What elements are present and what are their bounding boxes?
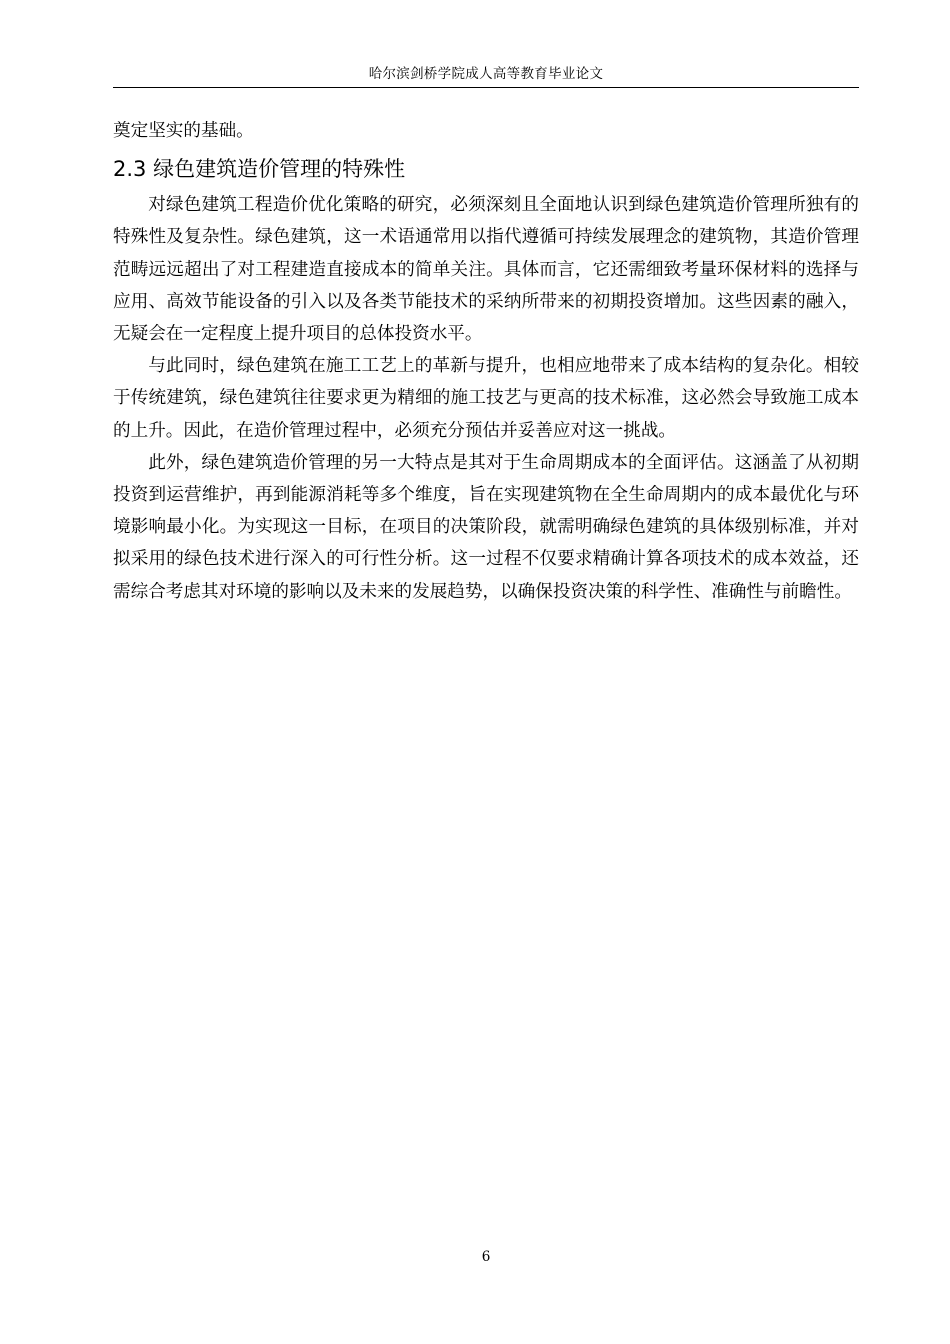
header-divider [113,87,859,88]
paragraph-2: 与此同时，绿色建筑在施工工艺上的革新与提升，也相应地带来了成本结构的复杂化。相较于传统建筑，绿色建筑往往要求更为精细的施工技艺与更高的技术标准，这必然会导致施工成本的上升。因此，在造价管理过程中，必须充分预估并妥善应对这一挑战。 [113,356,859,441]
paragraph-3: 此外，绿色建筑造价管理的另一大特点是其对于生命周期成本的全面评估。这涵盖了从初期投资到运营维护，再到能源消耗等多个维度，旨在实现建筑物在全生命周期内的成本最优化与环境影响最小化。为实现这一目标，在项目的决策阶段，就需明确绿色建筑的具体级别标准，并对拟采用的绿色技术进行深入的可行性分析。这一过程不仅要求精确计算各项技术的成本效益，还需综合考虑其对环境的影响以及未来的发展趋势，以确保投资决策的科学性、准确性与前瞻性。 [113,452,859,602]
paragraph-1: 对绿色建筑工程造价优化策略的研究，必须深刻且全面地认识到绿色建筑造价管理所独有的特殊性及复杂性。绿色建筑，这一术语通常用以指代遵循可持续发展理念的建筑物，其造价管理范畴远远超出了对工程建造直接成本的简单关注。具体而言，它还需细致考量环保材料的选择与应用、高效节能设备的引入以及各类节能技术的采纳所带来的初期投资增加。这些因素的融入，无疑会在一定程度上提升项目的总体投资水平。 [113,195,859,345]
page-number: 6 [481,1249,491,1265]
body-text [113,115,859,608]
section-heading: 2.3 绿色建筑造价管理的特殊性 [113,157,406,182]
running-header: 哈尔滨剑桥学院成人高等教育毕业论文 [368,66,604,82]
continuation-paragraph: 奠定坚实的基础。 [113,121,254,141]
